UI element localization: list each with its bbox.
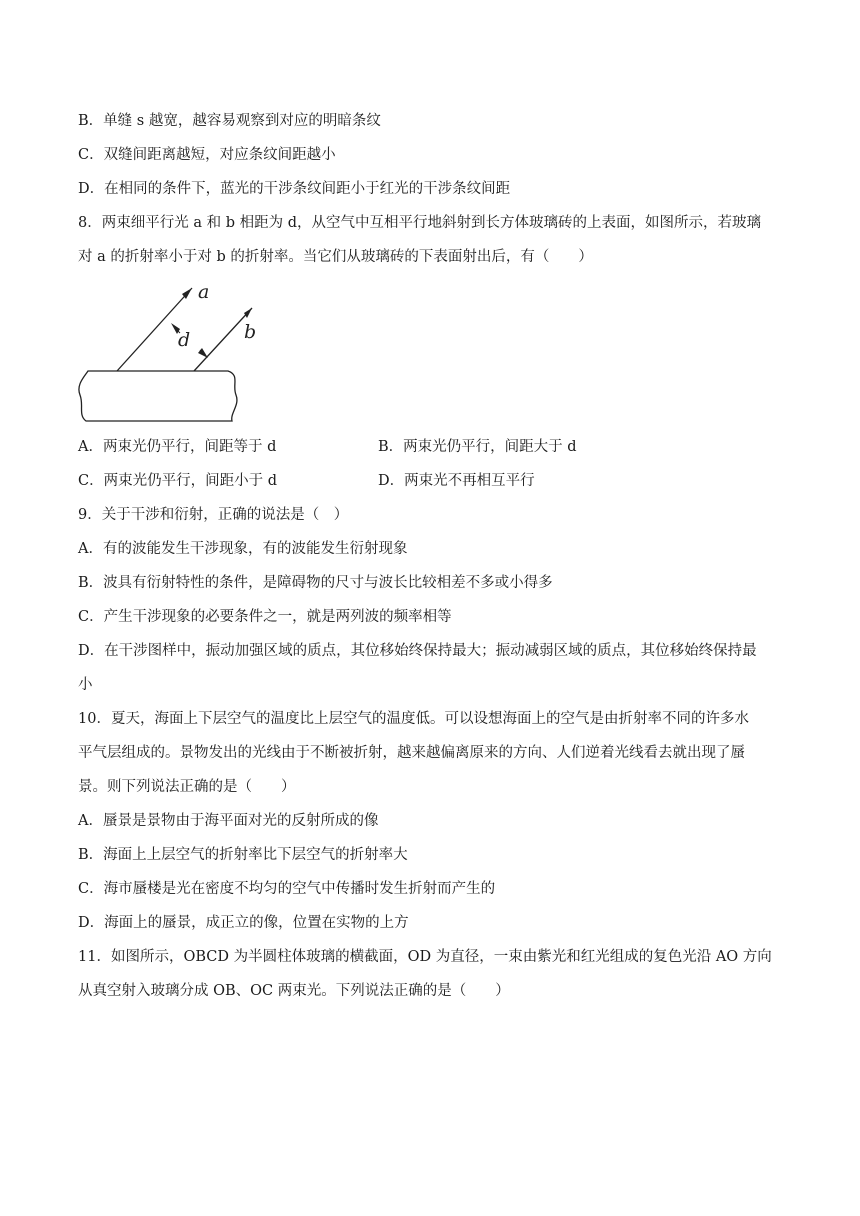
q9-option-b: B．波具有衍射特性的条件，是障碍物的尺寸与波长比较相差不多或小得多 [78,575,553,591]
q8-option-a: A．两束光仍平行，间距等于 d [78,439,277,455]
q8-option-d: D．两束光不再相互平行 [378,473,535,489]
q8-glass-block-figure [74,281,257,430]
label-d: d [178,329,191,351]
q10-stem-line3: 景。则下列说法正确的是（ ） [78,779,296,795]
q9-option-d-line1: D．在干涉图样中，振动加强区域的质点，其位移始终保持最大；振动减弱区域的质点，其位移始终保持最 [78,643,757,659]
glass-block-outline [79,371,237,421]
q10-option-a: A．蜃景是景物由于海平面对光的反射所成的像 [78,813,379,829]
q9-stem: 9．关于干涉和衍射，正确的说法是（ ） [78,507,349,523]
q10-option-d: D．海面上的蜃景，成正立的像，位置在实物的上方 [78,915,409,931]
q11-stem-line2: 从真空射入玻璃分成 OB、OC 两束光。下列说法正确的是（ ） [78,983,510,999]
q10-stem-line2: 平气层组成的。景物发出的光线由于不断被折射，越来越偏离原来的方向、人们逆着光线看去就出现了蜃 [78,745,745,761]
label-b: b [244,321,257,343]
label-a: a [198,281,210,303]
q8-option-c: C．两束光仍平行，间距小于 d [78,473,277,489]
q8-option-b: B．两束光仍平行，间距大于 d [378,439,577,455]
q10-option-b: B．海面上上层空气的折射率比下层空气的折射率大 [78,847,408,863]
q8-stem-line1: 8．两束细平行光 a 和 b 相距为 d，从空气中互相平行地斜射到长方体玻璃砖的上表面，如图所示，若玻璃 [78,215,761,231]
q9-option-c: C．产生干涉现象的必要条件之一，就是两列波的频率相等 [78,609,452,625]
q10-stem-line1: 10．夏天，海面上下层空气的温度比上层空气的温度低。可以设想海面上的空气是由折射率不同的许多水 [78,711,749,727]
q8-stem-line2: 对 a 的折射率小于对 b 的折射率。当它们从玻璃砖的下表面射出后，有（ ） [78,249,593,265]
beam-b-arrowhead [244,308,252,318]
q9-option-d-line2: 小 [78,677,93,693]
q7-option-b: B．单缝 s 越宽，越容易观察到对应的明暗条纹 [78,113,381,129]
q7-option-c: C．双缝间距离越短，对应条纹间距越小 [78,147,336,163]
q11-stem-line1: 11．如图所示，OBCD 为半圆柱体玻璃的横截面，OD 为直径，一束由紫光和红光组成的复色光沿 AO 方向 [78,949,772,965]
q9-option-a: A．有的波能发生干涉现象，有的波能发生衍射现象 [78,541,408,557]
q10-option-c: C．海市蜃楼是光在密度不均匀的空气中传播时发生折射而产生的 [78,881,496,897]
q7-option-d: D．在相同的条件下，蓝光的干涉条纹间距小于红光的干涉条纹间距 [78,181,511,197]
